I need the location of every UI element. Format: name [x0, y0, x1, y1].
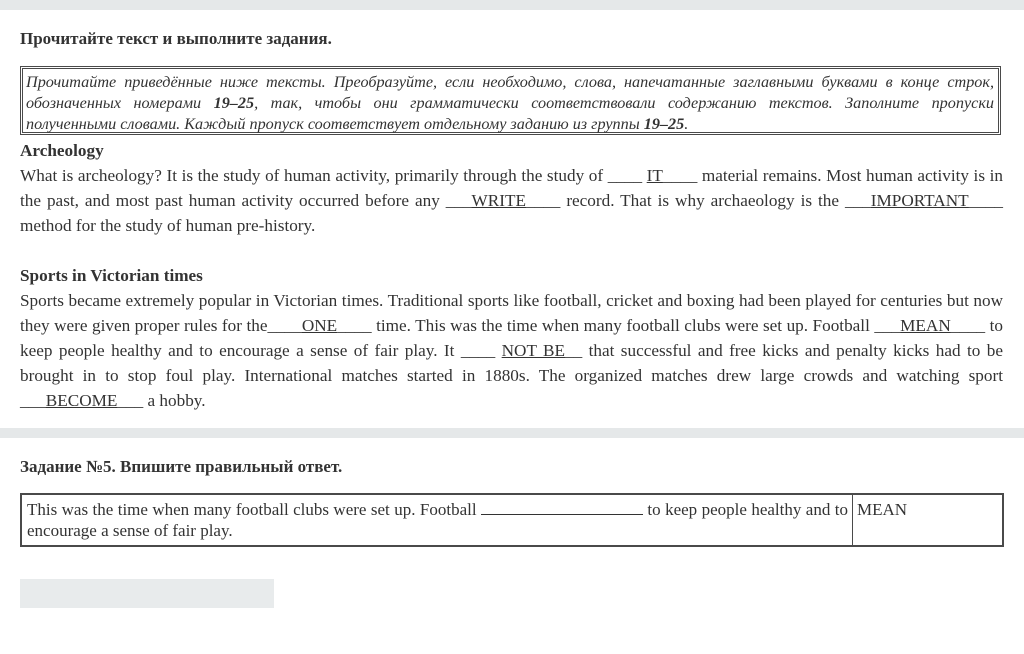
task-title: Задание №5. Впишите правильный ответ.	[20, 457, 343, 476]
gap-blank: ___	[874, 316, 901, 335]
answer-input[interactable]	[20, 579, 274, 608]
task-question: This was the time when many football clubs were set up. Football to keep people healthy and to encourage a sense of fair play.	[22, 495, 853, 545]
gap-blank: ____	[662, 166, 698, 185]
page-title: Прочитайте текст и выполните задания.	[20, 29, 332, 48]
sports-paragraph: Sports became extremely popular in Victorian times. Traditional sports like football, cricket and boxing had been played for centuries but now they were given proper rules for the____ONE____ time. This was the time when many football clubs were set up. Football ___MEAN____ to keep people healthy and to encourage a sense of fair play. It ____ NOT BE__ that successful and free kicks and penalty kicks had to be brought in to stop foul play. International matches started in 1880s. The organized matches drew large crowds and watching sport ___BECOME___ a hobby.	[20, 291, 1004, 410]
gap-blank: ____	[337, 316, 372, 335]
gap-word: BECOME	[45, 391, 118, 410]
gap-blank: ___	[20, 391, 46, 410]
gap-blank: ____	[950, 316, 986, 335]
gap-blank: ____	[968, 191, 1003, 210]
instructions-part: Прочитайте приведённые ниже тексты. Преобразуйте, если необходимо, слова, напечатанные заглавными буквами в конце строк, обозначенных номерами	[26, 73, 994, 112]
archeology-title: Archeology	[20, 141, 104, 160]
archeology-paragraph: What is archeology? It is the study of human activity, primarily through the study of ____ IT____ material remains. Most human activity is in the past, and most past human activity occurred before any ___WRITE____ record. That is why archaeology is the ___IMPORTANT____ method for the study of human pre-history.	[20, 166, 1003, 235]
answer-blank-line	[481, 500, 643, 515]
gap-blank: ____	[607, 166, 647, 185]
task-table	[20, 493, 1004, 547]
instructions-text	[22, 68, 999, 133]
gap-blank: ____	[267, 316, 302, 335]
archeology-section	[20, 138, 1003, 238]
gap-blank: ___	[117, 391, 144, 410]
gap-word: ONE	[301, 316, 338, 335]
top-divider	[0, 0, 1024, 10]
gap-blank: ____	[525, 191, 561, 210]
gap-word: IT	[646, 166, 663, 185]
instructions-range: 19–25	[213, 94, 255, 112]
instructions-box	[20, 66, 1001, 135]
gap-word: NOT BE	[501, 341, 566, 360]
gap-word: MEAN	[900, 316, 951, 335]
section-divider	[0, 428, 1024, 438]
gap-blank: ___	[445, 191, 472, 210]
instructions-range: 19–25	[643, 115, 685, 133]
gap-word: WRITE	[471, 191, 526, 210]
instructions-part: .	[684, 115, 689, 133]
sports-title: Sports in Victorian times	[20, 266, 203, 285]
gap-word: IMPORTANT	[870, 191, 969, 210]
gap-blank: ___	[844, 191, 871, 210]
sports-section	[20, 263, 1003, 413]
task-word: MEAN	[857, 500, 908, 519]
gap-blank: ____	[460, 341, 502, 360]
instructions-part: , так, чтобы они грамматически соответствовали содержанию текстов. Заполните пропуски полученными словами. Каждый пропуск соответствует отдельному заданию из группы	[26, 94, 994, 133]
gap-blank: __	[565, 341, 583, 360]
